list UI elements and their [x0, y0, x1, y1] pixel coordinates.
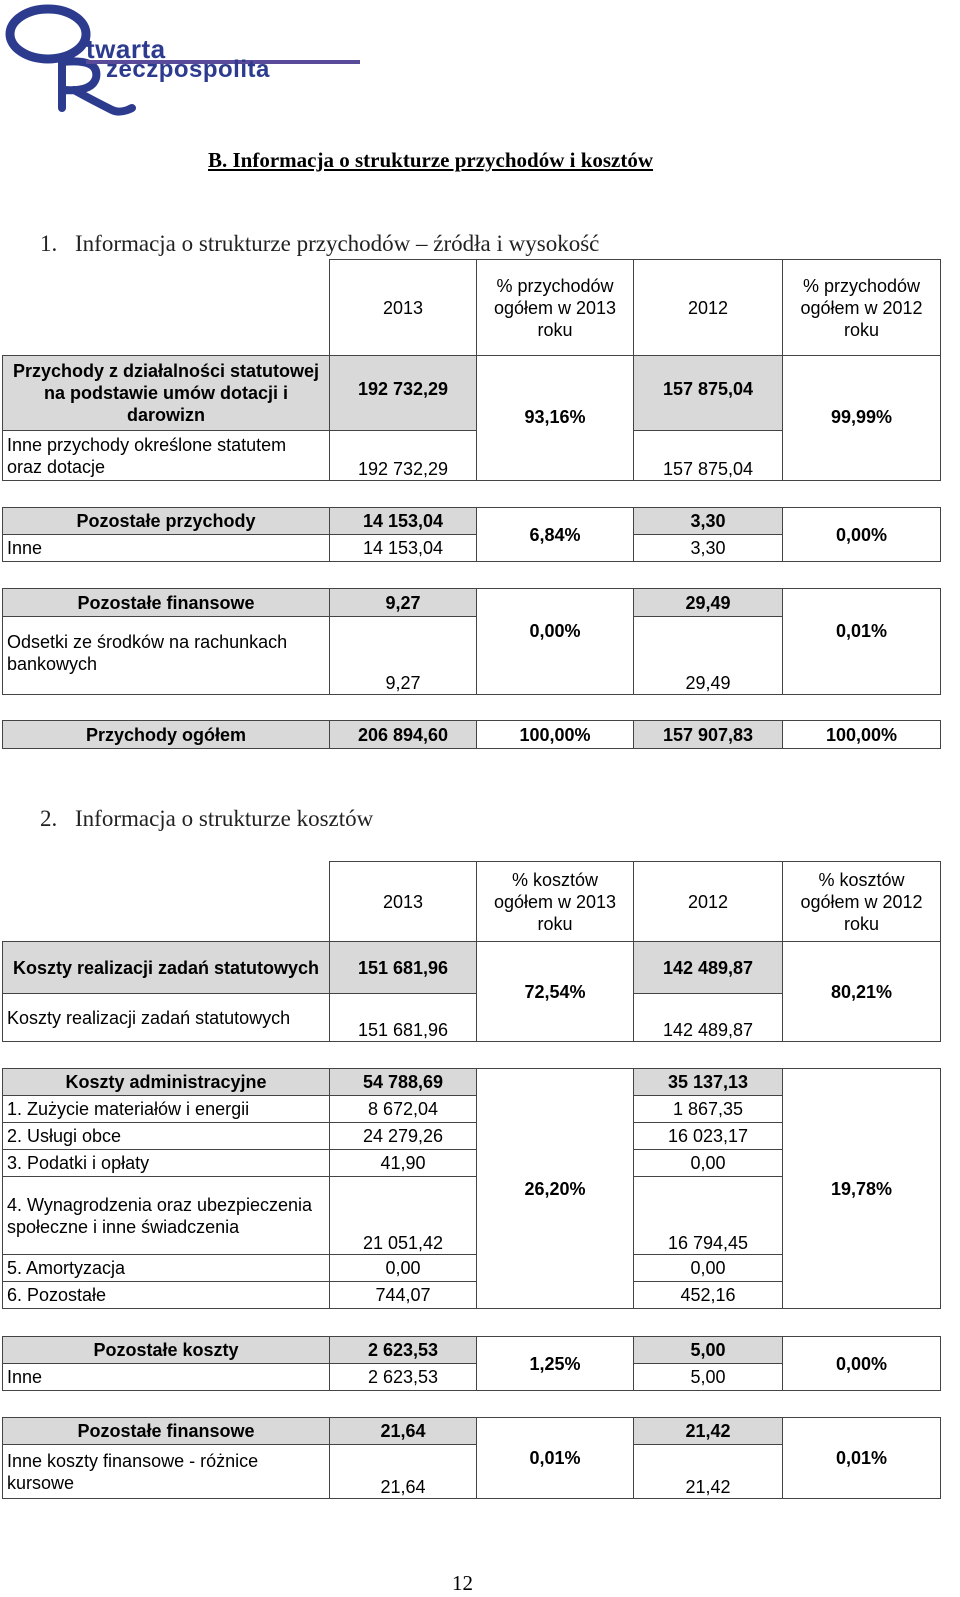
income-statutory-2013: 192 732,29: [330, 356, 477, 431]
heading-income-text: Informacja o strukturze przychodów – źródła i wysokość: [75, 231, 600, 256]
income-financial-2013: 9,27: [330, 589, 477, 617]
costs-other-table: [2, 1336, 941, 1391]
costs-statutory-2013: 151 681,96: [330, 942, 477, 994]
costs-admin-2013: 54 788,69: [330, 1069, 477, 1096]
costs-admin-item: 2. Usługi obce: [3, 1123, 330, 1150]
costs-admin-item: 3. Podatki i opłaty: [3, 1150, 330, 1177]
costs-admin-pct-2013: 26,20%: [477, 1069, 634, 1309]
costs-fx-2012: 21,42: [634, 1445, 783, 1499]
income-other-inne-label: Inne: [3, 535, 330, 562]
heading-costs-text: Informacja o strukturze kosztów: [75, 806, 374, 831]
costs-admin-label: Koszty administracyjne: [3, 1069, 330, 1096]
costs-admin-table: [2, 1068, 941, 1309]
income-other-pct-2013: 6,84%: [477, 508, 634, 562]
income-interest-2012: 29,49: [634, 617, 783, 695]
income-financial-pct-2012: 0,01%: [783, 589, 941, 695]
income-interest-label: Odsetki ze środków na rachunkach bankowych: [3, 617, 330, 695]
section-title: B. Informacja o strukturze przychodów i kosztów: [208, 148, 654, 172]
costs-head-pct-2012: % kosztów ogółem w 2012 roku: [783, 862, 941, 942]
income-total-table: [2, 720, 941, 749]
income-total-pct-2013: 100,00%: [477, 721, 634, 749]
income-head-pct-2013: % przychodów ogółem w 2013 roku: [477, 260, 634, 356]
costs-other-pct-2013: 1,25%: [477, 1337, 634, 1391]
income-other-pct-2012: 0,00%: [783, 508, 941, 562]
costs-admin-item-2012: 16 023,17: [634, 1123, 783, 1150]
income-other-2013: 14 153,04: [330, 508, 477, 535]
costs-admin-item: 6. Pozostałe: [3, 1282, 330, 1309]
costs-admin-item-2012: 0,00: [634, 1255, 783, 1282]
costs-statutory-sub-2013: 151 681,96: [330, 994, 477, 1042]
costs-admin-item-2013: 8 672,04: [330, 1096, 477, 1123]
income-financial-2012: 29,49: [634, 589, 783, 617]
costs-statutory-sub-2012: 142 489,87: [634, 994, 783, 1042]
income-total-label: Przychody ogółem: [3, 721, 330, 749]
costs-other-inne-label: Inne: [3, 1364, 330, 1391]
costs-financial-pct-2012: 0,01%: [783, 1418, 941, 1499]
costs-financial-2013: 21,64: [330, 1418, 477, 1445]
heading-costs: [40, 806, 373, 832]
costs-other-inne-2012: 5,00: [634, 1364, 783, 1391]
income-other-table: [2, 507, 941, 562]
income-total-pct-2012: 100,00%: [783, 721, 941, 749]
heading-income-number: 1.: [40, 231, 58, 256]
income-head-2012: 2012: [634, 260, 783, 356]
costs-head-2012: 2012: [634, 862, 783, 942]
income-statutory-2012: 157 875,04: [634, 356, 783, 431]
logo-text-bottom: zeczpospolita: [106, 56, 270, 83]
costs-other-2012: 5,00: [634, 1337, 783, 1364]
costs-financial-2012: 21,42: [634, 1418, 783, 1445]
costs-admin-item-2012: 1 867,35: [634, 1096, 783, 1123]
header-blank: [3, 260, 330, 356]
income-financial-label: Pozostałe finansowe: [3, 589, 330, 617]
costs-fx-label: Inne koszty finansowe - różnice kursowe: [3, 1445, 330, 1499]
costs-head-2013: 2013: [330, 862, 477, 942]
income-other-inne-2013: 14 153,04: [330, 535, 477, 562]
costs-admin-item-2012: 452,16: [634, 1282, 783, 1309]
income-financial-table: [2, 588, 941, 695]
costs-other-label: Pozostałe koszty: [3, 1337, 330, 1364]
costs-statutory-sub-label: Koszty realizacji zadań statutowych: [3, 994, 330, 1042]
income-statutory-table: [2, 259, 941, 481]
costs-statutory-2012: 142 489,87: [634, 942, 783, 994]
heading-income: [40, 231, 599, 257]
page-number: 12: [452, 1571, 473, 1595]
costs-admin-item-2013: 0,00: [330, 1255, 477, 1282]
costs-admin-pct-2012: 19,78%: [783, 1069, 941, 1309]
costs-admin-item-2012: 0,00: [634, 1150, 783, 1177]
costs-admin-item-2013: 24 279,26: [330, 1123, 477, 1150]
logo: [0, 0, 380, 120]
costs-statutory-pct-2012: 80,21%: [783, 942, 941, 1042]
costs-financial-pct-2013: 0,01%: [477, 1418, 634, 1499]
income-statutory-label: Przychody z działalności statutowej na podstawie umów dotacji i darowizn: [3, 356, 330, 431]
income-other-inne-2012: 3,30: [634, 535, 783, 562]
costs-other-pct-2012: 0,00%: [783, 1337, 941, 1391]
costs-statutory-pct-2013: 72,54%: [477, 942, 634, 1042]
costs-admin-2012: 35 137,13: [634, 1069, 783, 1096]
costs-admin-item-2013: 21 051,42: [330, 1177, 477, 1255]
income-head-pct-2012: % przychodów ogółem w 2012 roku: [783, 260, 941, 356]
income-other-label: Pozostałe przychody: [3, 508, 330, 535]
income-total-2013: 206 894,60: [330, 721, 477, 749]
costs-statutory-label: Koszty realizacji zadań statutowych: [3, 942, 330, 994]
income-head-2013: 2013: [330, 260, 477, 356]
costs-financial-table: [2, 1417, 941, 1499]
costs-statutory-table: [2, 861, 941, 1042]
costs-fx-2013: 21,64: [330, 1445, 477, 1499]
heading-costs-number: 2.: [40, 806, 58, 831]
income-statutory-pct-2013: 93,16%: [477, 356, 634, 481]
income-statutory-pct-2012: 99,99%: [783, 356, 941, 481]
costs-financial-label: Pozostałe finansowe: [3, 1418, 330, 1445]
income-interest-2013: 9,27: [330, 617, 477, 695]
income-other-2012: 3,30: [634, 508, 783, 535]
income-statutory-other-label: Inne przychody określone statutem oraz dotacje: [3, 431, 330, 481]
income-financial-pct-2013: 0,00%: [477, 589, 634, 695]
costs-other-2013: 2 623,53: [330, 1337, 477, 1364]
costs-admin-item: 4. Wynagrodzenia oraz ubezpieczenia społeczne i inne świadczenia: [3, 1177, 330, 1255]
costs-head-pct-2013: % kosztów ogółem w 2013 roku: [477, 862, 634, 942]
costs-header-blank: [3, 862, 330, 942]
income-total-2012: 157 907,83: [634, 721, 783, 749]
costs-admin-item-2013: 744,07: [330, 1282, 477, 1309]
income-statutory-other-2012: 157 875,04: [634, 431, 783, 481]
logo-text-top: twarta: [86, 34, 166, 64]
income-statutory-other-2013: 192 732,29: [330, 431, 477, 481]
costs-other-inne-2013: 2 623,53: [330, 1364, 477, 1391]
costs-admin-item: 1. Zużycie materiałów i energii: [3, 1096, 330, 1123]
costs-admin-item-2012: 16 794,45: [634, 1177, 783, 1255]
costs-admin-item-2013: 41,90: [330, 1150, 477, 1177]
costs-admin-item: 5. Amortyzacja: [3, 1255, 330, 1282]
